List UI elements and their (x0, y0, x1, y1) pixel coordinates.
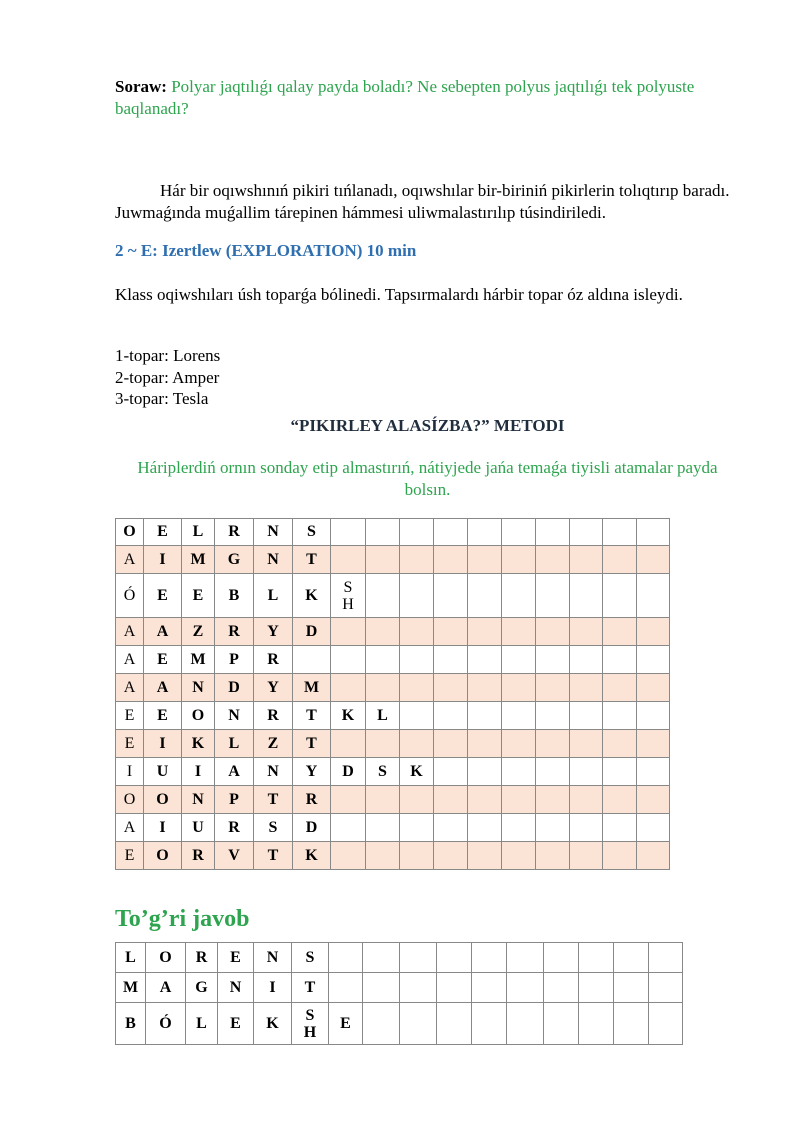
grid-cell (400, 702, 434, 730)
grid-cell: B (215, 574, 254, 618)
grid-cell: S H (292, 1003, 329, 1045)
group-item: 3-topar: Tesla (115, 389, 209, 408)
grid-cell (434, 519, 468, 546)
grid-cell: L (366, 702, 400, 730)
grid-cell (502, 842, 536, 870)
grid-cell (637, 786, 670, 814)
paragraph-discussion (115, 180, 765, 224)
grid-cell (363, 973, 400, 1003)
grid-cell (437, 973, 472, 1003)
grid-cell (502, 814, 536, 842)
grid-cell (603, 519, 637, 546)
grid-cell (603, 574, 637, 618)
grid-cell (649, 1003, 683, 1045)
grid-cell: Y (293, 758, 331, 786)
grid-cell: E (182, 574, 215, 618)
grid-cell (366, 730, 400, 758)
grid-cell (570, 546, 603, 574)
grid-cell: T (254, 786, 293, 814)
grid-cell (434, 702, 468, 730)
grid-cell: R (293, 786, 331, 814)
grid-cell: A (116, 646, 144, 674)
grid-cell (472, 973, 507, 1003)
grid-cell (502, 574, 536, 618)
grid-cell (536, 702, 570, 730)
grid-cell: A (215, 758, 254, 786)
grid-cell (468, 546, 502, 574)
grid-cell (637, 574, 670, 618)
grid-row (116, 646, 670, 674)
grid-cell: G (186, 973, 218, 1003)
grid-cell (603, 618, 637, 646)
grid-cell (507, 943, 544, 973)
grid-cell: P (215, 646, 254, 674)
grid-cell (536, 674, 570, 702)
grid-cell: I (144, 546, 182, 574)
grid-cell (637, 519, 670, 546)
grid-cell: M (116, 973, 146, 1003)
grid-cell: E (144, 519, 182, 546)
grid-cell: D (331, 758, 366, 786)
grid-cell: R (182, 842, 215, 870)
grid-cell (468, 758, 502, 786)
grid-cell (544, 1003, 579, 1045)
grid-cell (614, 973, 649, 1003)
grid-cell: L (254, 574, 293, 618)
grid-cell (502, 702, 536, 730)
paragraph-groups-intro: Klass oqiwshıları úsh toparǵa bólinedi. Tapsırmalardı hárbir topar óz aldına isleydi. (115, 285, 683, 304)
grid-cell: E (144, 574, 182, 618)
grid-cell: K (182, 730, 215, 758)
grid-cell (468, 814, 502, 842)
grid-cell: N (254, 758, 293, 786)
grid-cell (366, 842, 400, 870)
grid-cell (366, 786, 400, 814)
grid-cell (400, 646, 434, 674)
grid-cell: I (116, 758, 144, 786)
grid-row (116, 758, 670, 786)
grid-cell (536, 618, 570, 646)
grid-cell (472, 943, 507, 973)
grid-cell (649, 943, 683, 973)
grid-cell (366, 618, 400, 646)
grid-cell (400, 674, 434, 702)
grid-cell: Z (182, 618, 215, 646)
grid-cell (570, 758, 603, 786)
grid-cell (434, 618, 468, 646)
grid-cell (468, 618, 502, 646)
grid-cell (502, 546, 536, 574)
grid-cell: N (218, 973, 254, 1003)
section-heading: 2 ~ E: Izertlew (EXPLORATION) 10 min (115, 241, 417, 260)
grid-cell (536, 646, 570, 674)
grid-cell (502, 758, 536, 786)
grid-cell (331, 842, 366, 870)
grid-cell (614, 943, 649, 973)
grid-cell (400, 1003, 437, 1045)
grid-cell: Ó (146, 1003, 186, 1045)
grid-row (116, 702, 670, 730)
grid-cell (366, 646, 400, 674)
grid-row (116, 943, 683, 973)
grid-cell (468, 646, 502, 674)
grid-cell: S (292, 943, 329, 973)
grid-cell (502, 646, 536, 674)
grid-cell (434, 758, 468, 786)
grid-cell (363, 943, 400, 973)
grid-cell (637, 842, 670, 870)
grid-cell: S (366, 758, 400, 786)
grid-cell (363, 1003, 400, 1045)
grid-cell (502, 786, 536, 814)
grid-cell (434, 674, 468, 702)
grid-cell (434, 842, 468, 870)
grid-cell (570, 842, 603, 870)
group-item: 2-topar: Amper (115, 367, 220, 387)
grid-cell: K (254, 1003, 292, 1045)
grid-cell (614, 1003, 649, 1045)
grid-cell (331, 674, 366, 702)
grid-cell (434, 574, 468, 618)
grid-cell (468, 842, 502, 870)
grid-cell: O (144, 786, 182, 814)
grid-cell: L (116, 943, 146, 973)
grid-cell (637, 618, 670, 646)
grid-cell: T (254, 842, 293, 870)
grid-cell: I (144, 814, 182, 842)
grid-cell: G (215, 546, 254, 574)
grid-cell (570, 814, 603, 842)
grid-cell (536, 546, 570, 574)
grid-cell (400, 973, 437, 1003)
grid-cell: K (400, 758, 434, 786)
grid-cell (637, 814, 670, 842)
grid-cell: R (215, 519, 254, 546)
grid-cell: O (144, 842, 182, 870)
grid-cell (603, 730, 637, 758)
grid-cell (331, 519, 366, 546)
grid-cell (366, 814, 400, 842)
grid-cell: A (116, 546, 144, 574)
grid-cell: T (293, 702, 331, 730)
grid-row (116, 730, 670, 758)
answer-title: To’g’ri javob (115, 906, 250, 932)
grid-cell: A (116, 674, 144, 702)
grid-cell: M (182, 546, 215, 574)
grid-cell (434, 546, 468, 574)
method-title: “PIKIRLEY ALASÍZBA?” METODI (290, 416, 565, 435)
grid-cell (536, 730, 570, 758)
grid-cell: T (293, 730, 331, 758)
grid-cell: A (116, 618, 144, 646)
grid-cell (603, 842, 637, 870)
grid-cell: E (144, 702, 182, 730)
grid-cell (329, 943, 363, 973)
grid-cell (400, 519, 434, 546)
grid-cell: L (182, 519, 215, 546)
grid-cell (570, 646, 603, 674)
grid-cell: A (144, 674, 182, 702)
grid-cell (400, 814, 434, 842)
answer-grid (115, 942, 683, 1045)
grid-cell (603, 702, 637, 730)
grid-cell (502, 674, 536, 702)
grid-cell: N (182, 674, 215, 702)
grid-cell: E (116, 730, 144, 758)
grid-cell: R (215, 814, 254, 842)
grid-cell: E (116, 842, 144, 870)
question (115, 76, 715, 120)
grid-cell: Y (254, 618, 293, 646)
grid-cell: K (331, 702, 366, 730)
grid-cell (507, 1003, 544, 1045)
grid-cell: O (116, 519, 144, 546)
grid-cell (434, 646, 468, 674)
grid-cell (366, 574, 400, 618)
instruction-text: Háriplerdiń ornın sonday etip almastırıń, nátiyjede jańa temaǵa tiyisli atamalar payda bolsın. (137, 458, 718, 499)
grid-cell (570, 519, 603, 546)
grid-cell (331, 646, 366, 674)
grid-cell (366, 546, 400, 574)
grid-cell: Y (254, 674, 293, 702)
question-text: Polyar jaqtılıǵı qalay payda boladı? Ne sebepten polyus jaqtılıǵı tek polyuste baqlanadı? (115, 77, 695, 118)
grid-cell (637, 730, 670, 758)
grid-cell: K (293, 574, 331, 618)
grid-cell: K (293, 842, 331, 870)
grid-cell: E (218, 1003, 254, 1045)
grid-cell: T (293, 546, 331, 574)
grid-cell (400, 842, 434, 870)
grid-cell (544, 973, 579, 1003)
grid-cell (637, 758, 670, 786)
grid-cell: E (144, 646, 182, 674)
grid-cell (507, 973, 544, 1003)
grid-cell: R (186, 943, 218, 973)
grid-cell: U (182, 814, 215, 842)
grid-cell (536, 519, 570, 546)
grid-cell: A (116, 814, 144, 842)
grid-cell (536, 842, 570, 870)
grid-cell: A (144, 618, 182, 646)
grid-cell (570, 618, 603, 646)
grid-cell: R (215, 618, 254, 646)
grid-cell: R (254, 702, 293, 730)
grid-cell (331, 618, 366, 646)
grid-cell: L (215, 730, 254, 758)
grid-cell: P (215, 786, 254, 814)
grid-cell (603, 646, 637, 674)
grid-cell (579, 943, 614, 973)
grid-cell (468, 519, 502, 546)
grid-cell: D (293, 618, 331, 646)
grid-cell: N (215, 702, 254, 730)
paragraph-text: Hár bir oqıwshınıń pikiri tıńlanadı, oqıwshılar bir-biriniń pikirlerin tolıqtırıp baradı. Juwmaǵında muǵallim tárepinen hámmesi uliwmalastırılıp túsindiriledi. (115, 181, 730, 222)
grid-cell (400, 574, 434, 618)
grid-cell: T (292, 973, 329, 1003)
grid-cell: S (254, 814, 293, 842)
grid-row (116, 1003, 683, 1045)
grid-cell (570, 574, 603, 618)
grid-cell (502, 618, 536, 646)
grid-cell (579, 1003, 614, 1045)
grid-cell (637, 646, 670, 674)
grid-cell (603, 674, 637, 702)
grid-cell: M (182, 646, 215, 674)
grid-cell: I (254, 973, 292, 1003)
grid-row (116, 674, 670, 702)
grid-cell: N (254, 546, 293, 574)
grid-cell (400, 943, 437, 973)
grid-row (116, 973, 683, 1003)
grid-cell (434, 814, 468, 842)
grid-cell (329, 973, 363, 1003)
grid-cell (366, 519, 400, 546)
grid-cell (434, 786, 468, 814)
grid-cell (331, 786, 366, 814)
grid-cell: D (293, 814, 331, 842)
puzzle-grid (115, 518, 670, 870)
group-list (115, 345, 220, 410)
grid-cell (502, 519, 536, 546)
grid-cell: I (144, 730, 182, 758)
grid-cell (468, 730, 502, 758)
grid-cell: Z (254, 730, 293, 758)
grid-cell (536, 786, 570, 814)
grid-cell (649, 973, 683, 1003)
grid-cell: I (182, 758, 215, 786)
grid-cell (603, 814, 637, 842)
grid-row (116, 814, 670, 842)
grid-cell: S (293, 519, 331, 546)
grid-cell: S H (331, 574, 366, 618)
grid-cell: M (293, 674, 331, 702)
grid-cell (502, 730, 536, 758)
grid-cell: N (254, 519, 293, 546)
grid-row (116, 519, 670, 546)
grid-cell (400, 546, 434, 574)
grid-cell (437, 943, 472, 973)
grid-cell (468, 574, 502, 618)
grid-row (116, 546, 670, 574)
grid-cell (400, 618, 434, 646)
grid-cell (366, 674, 400, 702)
grid-cell: D (215, 674, 254, 702)
grid-cell: B (116, 1003, 146, 1045)
grid-cell: E (329, 1003, 363, 1045)
grid-cell (637, 674, 670, 702)
grid-cell: V (215, 842, 254, 870)
grid-row (116, 842, 670, 870)
grid-cell (472, 1003, 507, 1045)
group-item: 1-topar: Lorens (115, 346, 221, 365)
grid-cell: O (146, 943, 186, 973)
grid-cell (293, 646, 331, 674)
grid-cell (400, 730, 434, 758)
grid-cell (468, 674, 502, 702)
grid-cell: E (218, 943, 254, 973)
grid-cell (331, 730, 366, 758)
grid-cell (637, 546, 670, 574)
grid-cell: N (254, 943, 292, 973)
grid-cell (570, 702, 603, 730)
grid-cell (331, 814, 366, 842)
grid-cell (579, 973, 614, 1003)
grid-cell: R (254, 646, 293, 674)
grid-cell: N (182, 786, 215, 814)
grid-row (116, 574, 670, 618)
grid-cell: E (116, 702, 144, 730)
grid-cell (468, 786, 502, 814)
grid-cell: O (182, 702, 215, 730)
grid-cell (536, 814, 570, 842)
grid-cell (570, 730, 603, 758)
grid-row (116, 618, 670, 646)
grid-cell (603, 546, 637, 574)
grid-cell (603, 786, 637, 814)
grid-cell: L (186, 1003, 218, 1045)
grid-cell (544, 943, 579, 973)
grid-cell (603, 758, 637, 786)
grid-cell (570, 674, 603, 702)
grid-cell: U (144, 758, 182, 786)
grid-cell (536, 758, 570, 786)
grid-cell (400, 786, 434, 814)
grid-cell (468, 702, 502, 730)
grid-cell (331, 546, 366, 574)
grid-cell: O (116, 786, 144, 814)
grid-row (116, 786, 670, 814)
grid-cell (434, 730, 468, 758)
grid-cell (570, 786, 603, 814)
grid-cell: Ó (116, 574, 144, 618)
grid-cell (637, 702, 670, 730)
grid-cell: A (146, 973, 186, 1003)
grid-cell (536, 574, 570, 618)
question-label: Soraw: (115, 77, 167, 96)
grid-cell (437, 1003, 472, 1045)
